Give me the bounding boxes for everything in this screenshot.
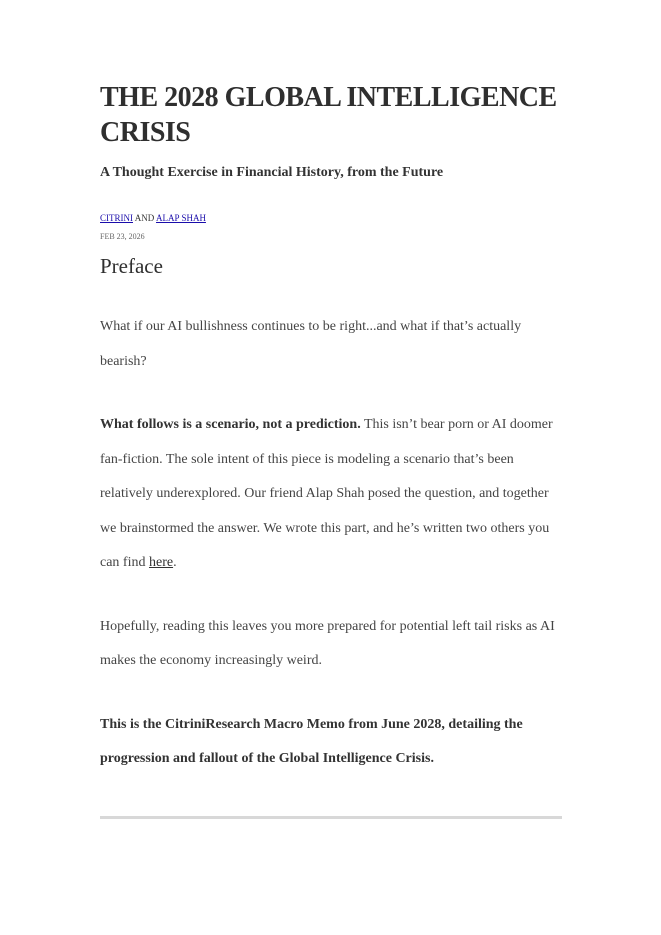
article-title: THE 2028 GLOBAL INTELLIGENCE CRISIS — [100, 82, 557, 148]
author-link-alap-shah[interactable]: ALAP SHAH — [156, 213, 206, 223]
article — [100, 80, 562, 777]
author-link-citrini[interactable]: CITRINI — [100, 213, 133, 223]
author-connector: AND — [134, 213, 155, 223]
memo-emphasis: This is the CitriniResearch Macro Memo from June 2028, detailing the progression and fallout of the Global Intelligence Crisis. — [100, 716, 523, 766]
publish-date: FEB 23, 2026 — [100, 232, 145, 241]
paragraph-intro: What if our AI bullishness continues to be right...and what if that’s actually bearish? — [100, 319, 522, 369]
scenario-text: This isn’t bear porn or AI doomer fan-fiction. The sole intent of this piece is modeling a scenario that’s been relatively underexplored. Our friend Alap Shah posed the question, and together we brainstormed the answer. We wrote this part, and he’s written two others you can find — [100, 417, 553, 570]
paragraph-memo — [100, 708, 562, 777]
section-divider — [100, 816, 562, 819]
byline — [100, 212, 562, 224]
scenario-emphasis: What follows is a scenario, not a prediction. — [100, 417, 361, 432]
here-link[interactable]: here — [148, 555, 174, 570]
section-heading: Preface — [100, 254, 163, 278]
paragraph-hopefully: Hopefully, reading this leaves you more prepared for potential left tail risks as AI makes the economy increasingly weird. — [100, 618, 555, 668]
article-subtitle: A Thought Exercise in Financial History, from the Future — [100, 165, 444, 180]
paragraph-scenario — [100, 408, 562, 581]
scenario-end: . — [173, 555, 177, 570]
